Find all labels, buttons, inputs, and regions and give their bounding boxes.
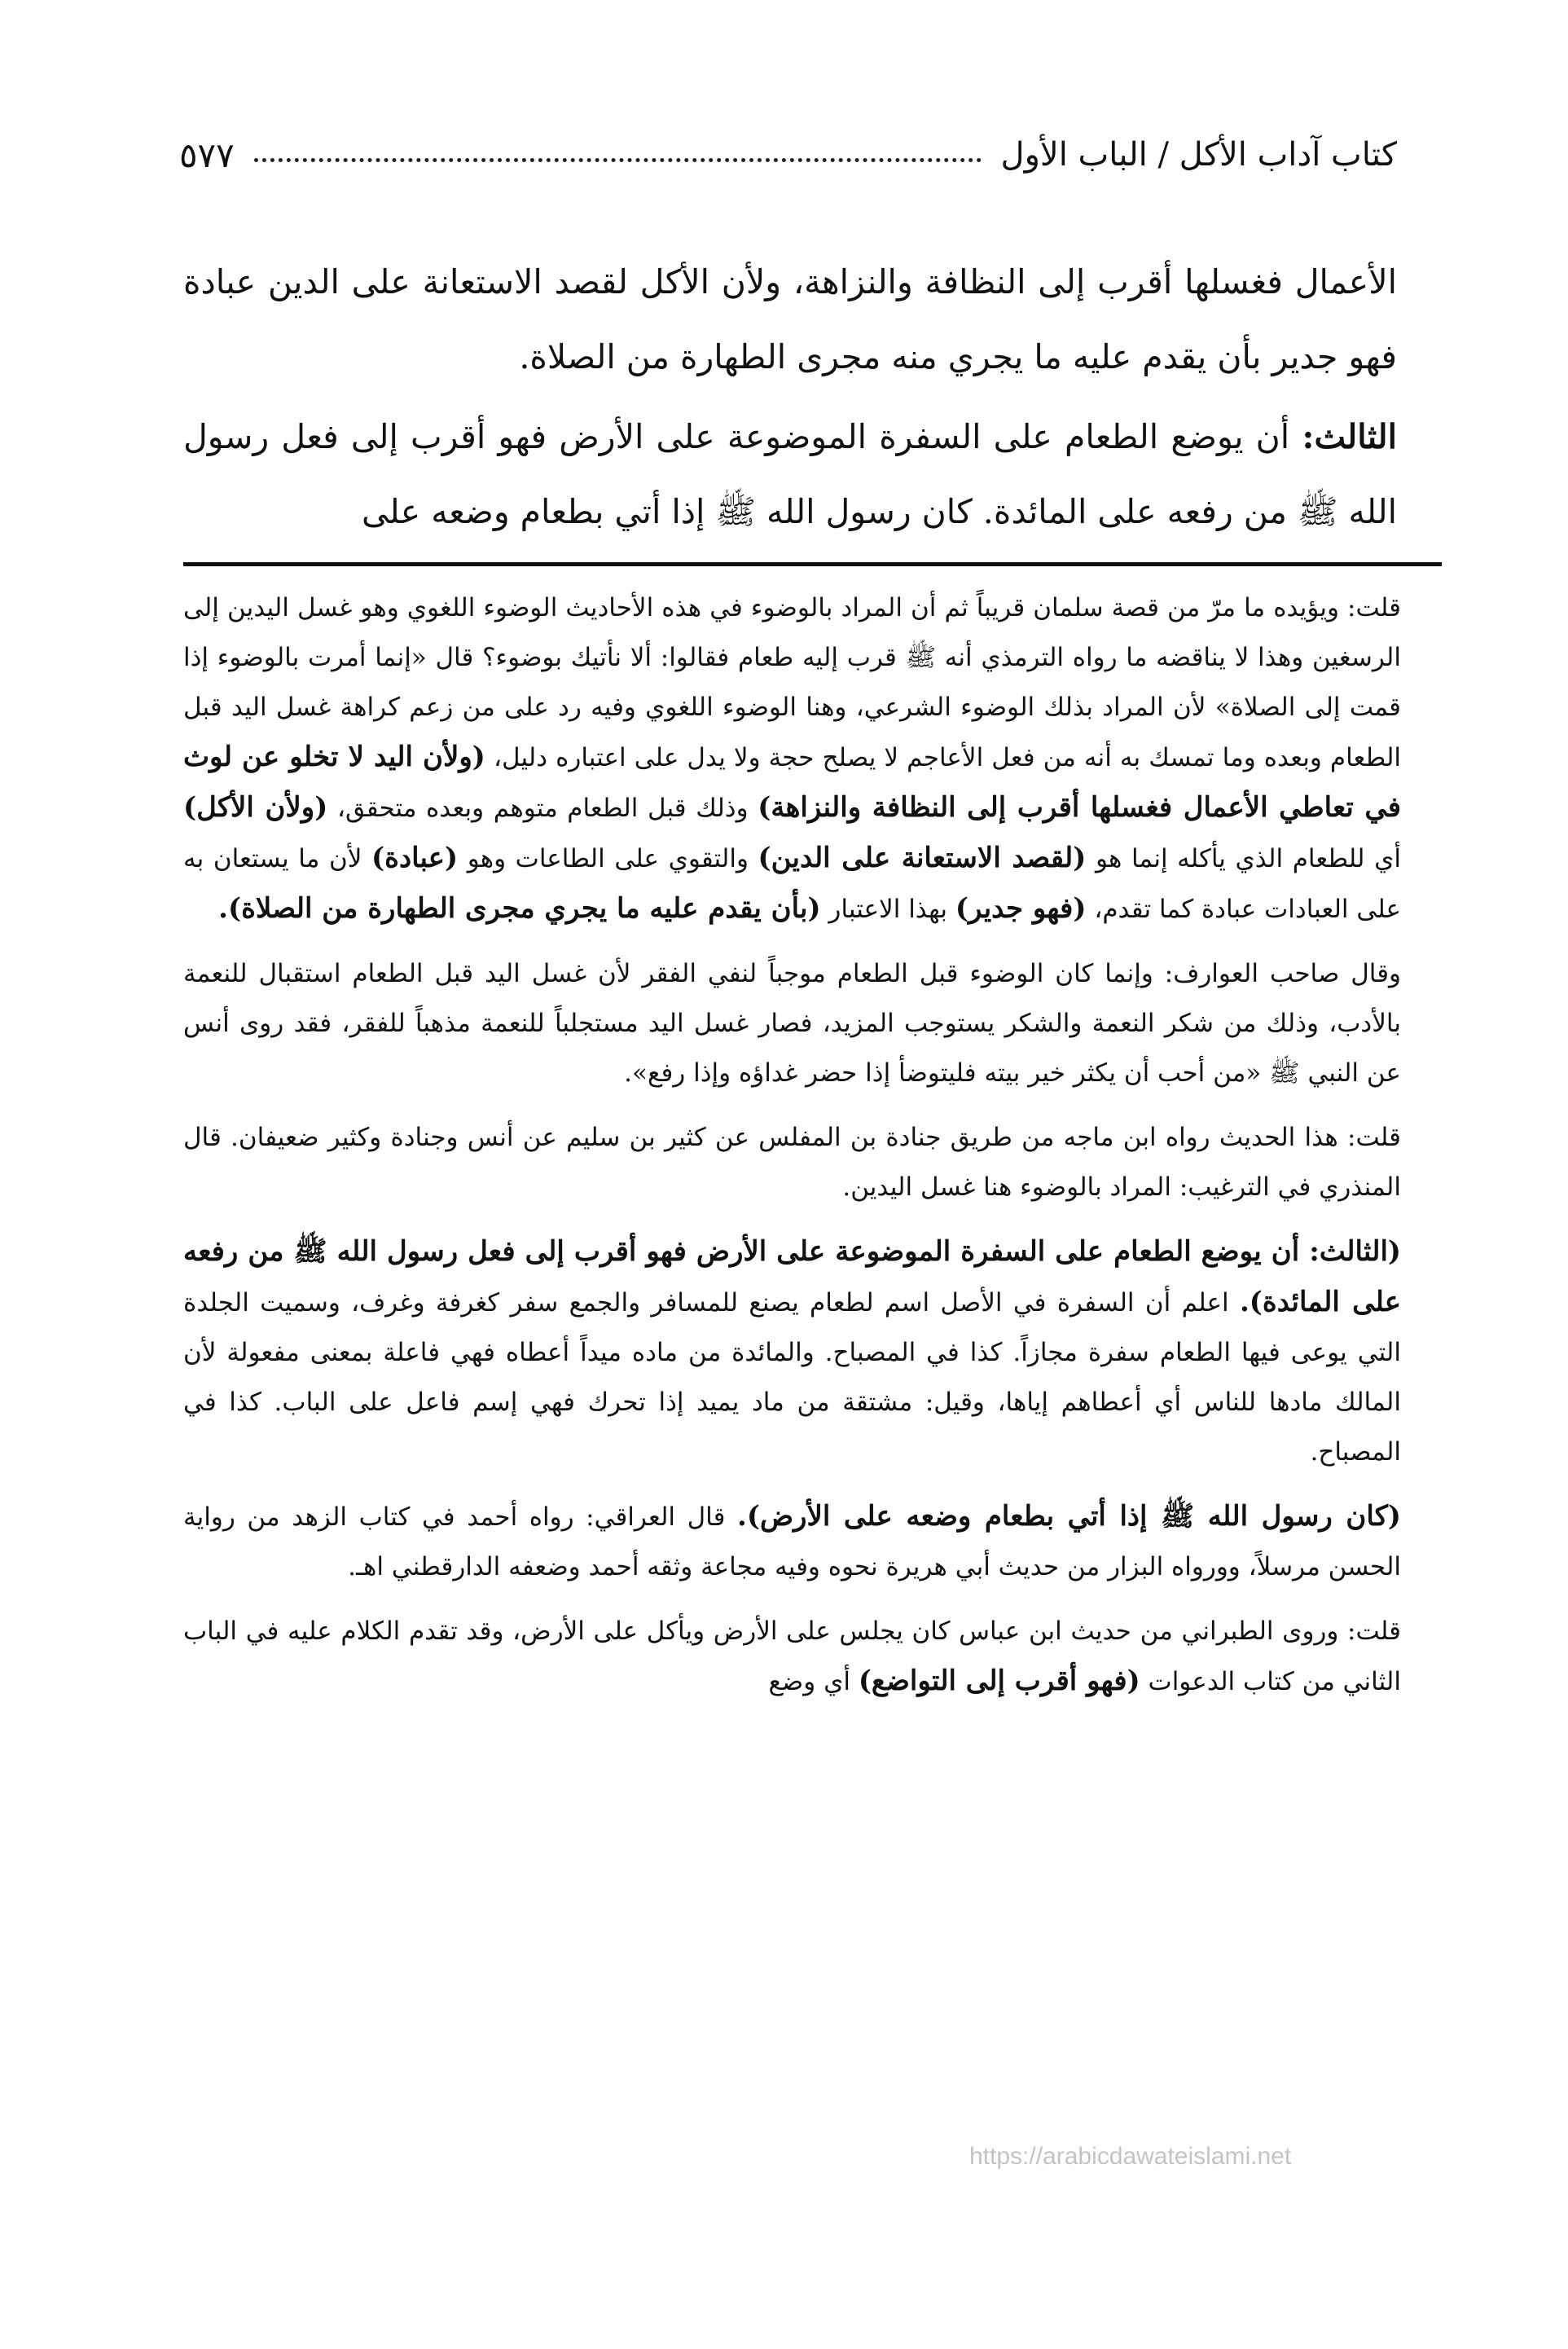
- page-number: ٥٧٧: [179, 134, 235, 175]
- main-text: [183, 244, 1397, 549]
- commentary-text-run: لأن ما يستعان به على العبادات عبادة كما تقدم،: [183, 844, 1401, 924]
- commentary-quote: (بأن يقدم عليه ما يجري مجرى الطهارة من الصلاة).: [218, 892, 821, 925]
- commentary-text-run: أي وضع: [768, 1667, 850, 1696]
- commentary-text-run: وذلك قبل الطعام متوهم وبعده متحقق،: [336, 794, 749, 823]
- commentary-quote: (لقصد الاستعانة على الدين): [758, 842, 1087, 874]
- section-divider: [183, 562, 1442, 566]
- commentary-paragraph-1: [183, 583, 1401, 935]
- commentary-text-run: أي للطعام الذي يأكله إنما هو: [1095, 844, 1401, 873]
- commentary-paragraph-2: وقال صاحب العوارف: وإنما كان الوضوء قبل الطعام موجباً لنفي الفقر لأن غسل اليد قبل الطعام استقبال للنعمة بالأدب، وذلك من شكر النعمة والشكر يستوجب المزيد، فصار غسل اليد مستجلباً للنعمة مذهباً للفقر، فقد روى أنس عن النبي ﷺ «من أحب أن يكثر خير بيته فليتوضأ إذا حضر غداؤه وإذا رفع».: [183, 959, 1401, 1088]
- commentary-text-run: اعلم أن السفرة في الأصل اسم لطعام يصنع للمسافر والجمع سفر كغرفة وغرف، وسميت الجلدة التي يوعى فيها الطعام سفرة مجازاً. كذا في المصباح. والمائدة من ماده ميداً أعطاه فهي فاعلة بمعنى مفعولة لأن المالك مادها للناس أي أعطاهم إياها، وقيل: مشتقة من ماد يميد إذا تحرك فهي إسم فاعل على الباب. كذا في المصباح.: [183, 1288, 1401, 1467]
- commentary-quote: (ولأن اليد لا تخلو عن لوث في تعاطي الأعمال فغسلها أقرب إلى النظافة والنزاهة): [183, 741, 1401, 824]
- commentary-text-run: قال العراقي: رواه أحمد في كتاب الزهد من رواية الحسن مرسلاً، وورواه البزار من حديث أبي هريرة نحوه وفيه مجاعة وثقه أحمد وضعفه الدارقطني اهـ.: [183, 1502, 1401, 1581]
- commentary-paragraph-6: [183, 1607, 1401, 1707]
- header-title: كتاب آداب الأكل / الباب الأول: [1000, 136, 1397, 174]
- commentary-quote: (فهو جدير): [955, 892, 1087, 925]
- main-paragraph-2-label: الثالث:: [1302, 417, 1397, 456]
- main-paragraph-2: [183, 399, 1397, 549]
- watermark-url: https://arabicdawateislami.net: [969, 2143, 1292, 2170]
- commentary-paragraph-5: [183, 1492, 1401, 1592]
- commentary-quote: (كان رسول الله ﷺ إذا أتي بطعام وضعه على الأرض).: [737, 1500, 1401, 1533]
- header-dot-leader: [254, 158, 982, 162]
- commentary-text-run: بهذا الاعتبار: [828, 895, 947, 924]
- commentary-paragraph-4: [183, 1227, 1401, 1477]
- main-paragraph-2-text: أن يوضع الطعام على السفرة الموضوعة على الأرض فهو أقرب إلى فعل رسول الله ﷺ من رفعه على المائدة. كان رسول الله ﷺ إذا أتي بطعام وضعه على: [183, 417, 1397, 531]
- commentary-text: [183, 583, 1401, 1707]
- commentary-text-run: قلت: ويؤيده ما مرّ من قصة سلمان قريباً ثم أن المراد بالوضوء في هذه الأحاديث الوضوء اللغوي وهو غسل اليدين إلى الرسغين وهذا لا يناقضه ما رواه الترمذي أنه ﷺ قرب إليه طعام فقالوا: ألا نأتيك بوضوء؟ قال «إنما أمرت بالوضوء إذا قمت إلى الصلاة» لأن المراد بذلك الوضوء الشرعي، وهنا الوضوء اللغوي وفيه رد على من زعم كراهة غسل اليد قبل الطعام وبعده وما تمسك به أنه من فعل الأعاجم لا يصلح حجة ولا يدل على اعتباره دليل،: [183, 593, 1402, 772]
- main-paragraph-1: الأعمال فغسلها أقرب إلى النظافة والنزاهة، ولأن الأكل لقصد الاستعانة على الدين عبادة فهو جدير بأن يقدم عليه ما يجري منه مجرى الطهارة من الصلاة.: [183, 262, 1397, 376]
- commentary-quote: (فهو أقرب إلى التواضع): [858, 1665, 1140, 1697]
- commentary-quote: (ولأن الأكل): [183, 791, 328, 824]
- commentary-quote: (الثالث: أن يوضع الطعام على السفرة الموضوعة على الأرض فهو أقرب إلى فعل رسول الله ﷺ من رفعه على المائدة).: [183, 1235, 1401, 1318]
- commentary-text-run: والتقوي على الطاعات وهو: [467, 844, 749, 873]
- commentary-quote: (عبادة): [371, 842, 459, 874]
- commentary-paragraph-3: قلت: هذا الحديث رواه ابن ماجه من طريق جنادة بن المفلس عن كثير بن سليم عن أنس وجنادة وكثير ضعيفان. قال المنذري في الترغيب: المراد بالوضوء هنا غسل اليدين.: [183, 1123, 1401, 1202]
- commentary-text-run: قلت: وروى الطبراني من حديث ابن عباس كان يجلس على الأرض ويأكل على الأرض، وقد تقدم الكلام عليه في الباب الثاني من كتاب الدعوات: [183, 1617, 1401, 1696]
- running-header: [179, 122, 1397, 187]
